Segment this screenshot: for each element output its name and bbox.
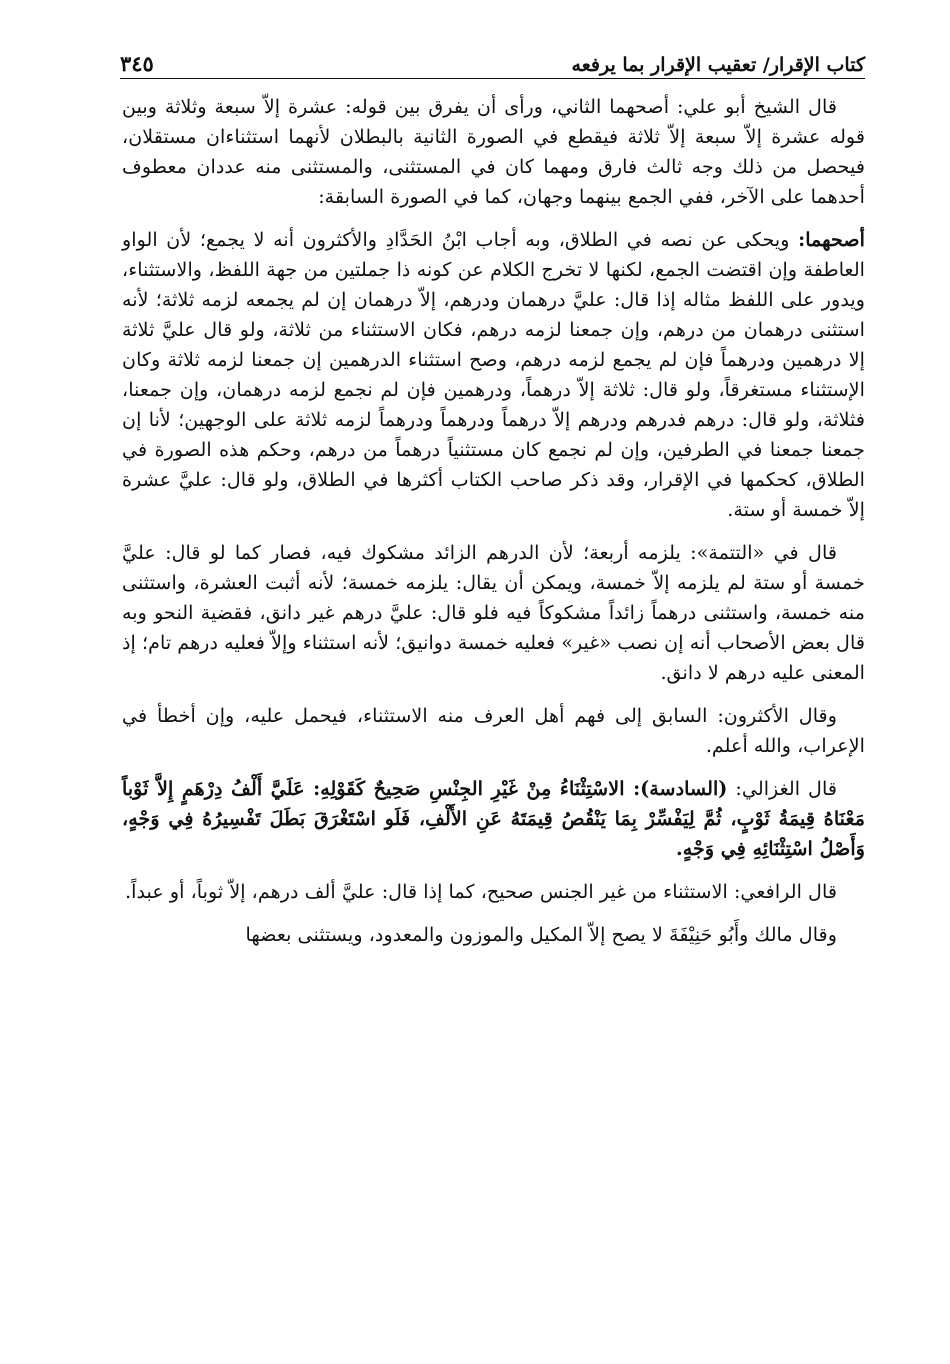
paragraph-3	[122, 538, 865, 688]
paragraph-text: ويحكى عن نصه في الطلاق، وبه أجاب ابْنُ الحَدَّادِ والأكثرون أنه لا يجمع؛ لأن الواو العاطفة وإن اقتضت الجمع، لكنها لا تخرج الكلام عن كونه ذا جملتين من جهة اللفظ، والاستثناء، ويدور على اللفظ مثاله إذا قال: عليَّ درهمان ودرهم، إلاّ درهمان إن لم يجمعه لزمه ثلاثة؛ لأنه استثنى درهمان من درهم، وإن جمعنا لزمه درهم، فكان الاستثناء من ثلاثة، ولو قال عليَّ ثلاثة إلا درهمين ودرهماً فإن لم يجمع لزمه درهم، وصح استثناء الدرهمين إن جمعنا لزمه ثلاثة وكان الإستثناء مستغرقاً، ولو قال: ثلاثة إلاّ درهماً، ودرهمين فإن لم نجمع لزمه درهمان، وإن جمعنا، فثلاثة، ولو قال: درهم فدرهم ودرهم إلاّ درهماً ودرهماً ودرهماً لزمه ثلاثة على الوجهين؛ لأنا إن جمعنا جمعنا في الطرفين، وإن لم نجمع كان مستثنياً درهماً من درهم، وحكم هذه الصورة في الطلاق، كحكمها في الإقرار، وقد ذكر صاحب الكتاب أكثرها في الطلاق، ولو قال: عليَّ عشرة إلاّ خمسة أو ستة.	[122, 228, 865, 521]
paragraph-text: وقال مالك وأَبُو حَنِيْفَةَ لا يصح إلاّ المكيل والموزون والمعدود، ويستثنى بعضها	[245, 923, 837, 946]
header-rule	[120, 78, 865, 79]
body-text	[122, 92, 865, 950]
paragraph-text: قال الشيخ أبو علي: أصحهما الثاني، ورأى أن يفرق بين قوله: عشرة إلاّ سبعة وثلاثة وبين قوله عشرة إلاّ سبعة إلاّ ثلاثة فيقطع في الصورة الثانية بالبطلان لأنهما استثناءان مستقلان، فيحصل من ذلك وجه ثالث فارق ومهما كان في المستثنى، والمستثنى منه عددان معطوف أحدهما على الآخر، ففي الجمع بينهما وجهان، كما في الصورة السابقة:	[122, 95, 865, 208]
paragraph-4	[122, 701, 865, 761]
paragraph-text: قال في «التتمة»: يلزمه أربعة؛ لأن الدرهم الزائد مشكوك فيه، فصار كما لو قال: عليَّ خمسة أو ستة لم يلزمه إلاّ خمسة، ويمكن أن يقال: يلزمه خمسة؛ لأنه أثبت العشرة، واستثنى منه خمسة، واستثنى درهماً زائداً مشكوكاً فيه فلو قال: عليَّ درهم غير دانق، فقضية النحو وبه قال بعض الأصحاب أنه إن نصب «غير» فعليه خمسة دوانيق؛ لأنه استثناء وإلاّ فعليه درهم تام؛ إذ المعنى عليه درهم لا دانق.	[122, 541, 866, 684]
paragraph-2	[122, 225, 865, 525]
paragraph-1	[122, 92, 865, 212]
paragraph-5	[122, 774, 865, 864]
page-header	[120, 38, 865, 76]
paragraph-6	[122, 877, 865, 907]
quoted-text: (السادسة): الاسْتِثْنَاءُ مِنْ غَيْرِ الجِنْسِ صَحِيحٌ كَقَوْلِهِ: عَلَيَّ أَلْفُ دِرْهَمٍ إِلاَّ ثَوْباً مَعْنَاهُ قِيمَةُ ثَوْبٍ، ثُمَّ لِيَفْسِّرْ بِمَا يَنْقُصُ قِيمَتَهُ عَنِ الأَلْفِ، فَلَو اسْتَغْرَقَ بَطَلَ تَفْسِيرُهُ فِي وَجْهٍ، وَأَصْلُ اسْتِثْنَائِهِ فِي وَجْهٍ.	[122, 777, 865, 860]
running-title: كتاب الإقرار/ تعقيب الإقرار بما يرفعه	[571, 54, 865, 76]
paragraph-lead: أصحهما:	[798, 228, 865, 251]
paragraph-text: قال الرافعي: الاستثناء من غير الجنس صحيح، كما إذا قال: عليَّ ألف درهم، إلاّ ثوباً، أو عبداً.	[125, 880, 837, 903]
page-number: ٣٤٥	[120, 51, 154, 76]
paragraph-text: وقال الأكثرون: السابق إلى فهم أهل العرف منه الاستثناء، فيحمل عليه، وإن أخطأ في الإعراب، والله أعلم.	[122, 704, 865, 757]
paragraph-7	[122, 920, 865, 950]
paragraph-text: قال الغزالي:	[727, 777, 837, 800]
